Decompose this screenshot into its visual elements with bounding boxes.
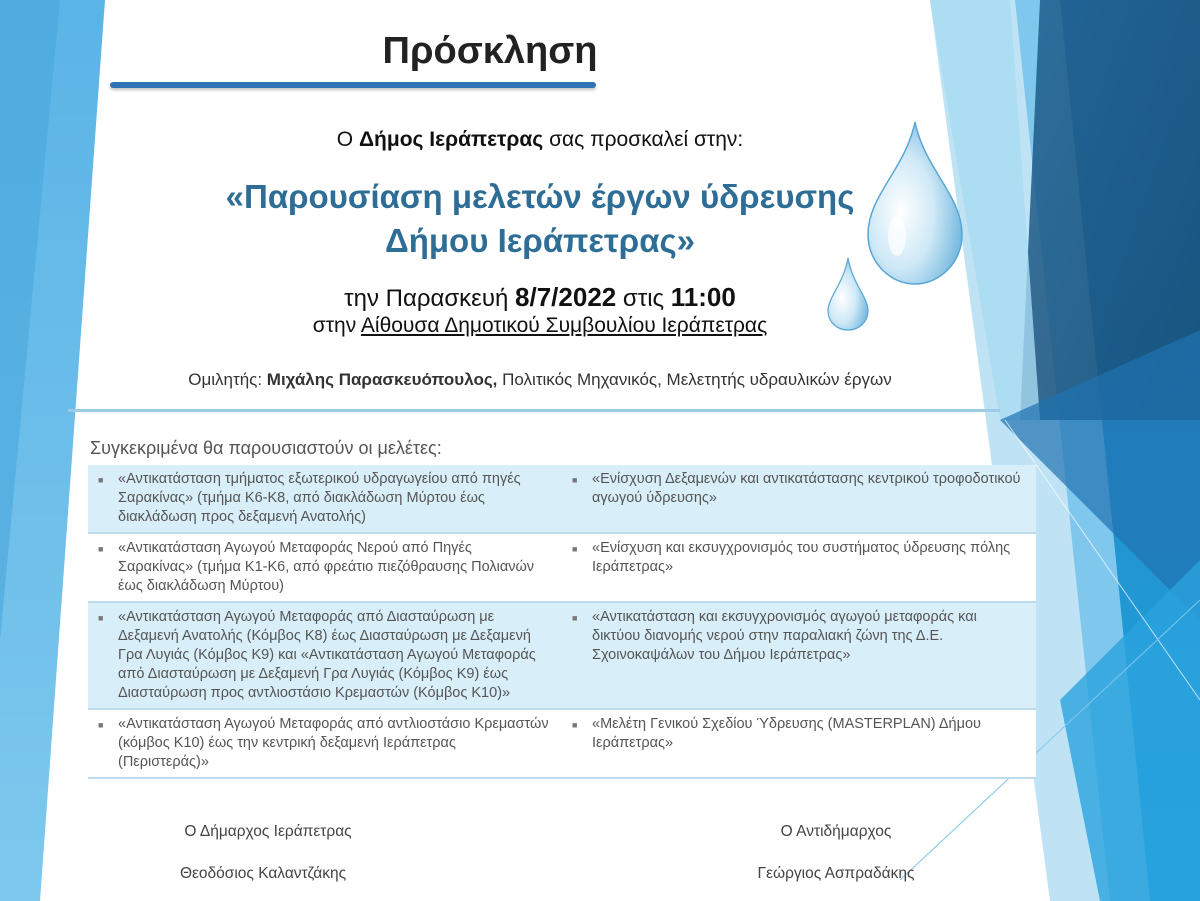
- studies-heading: Συγκεκριμένα θα παρουσιαστούν οι μελέτες:: [90, 438, 442, 458]
- intro-suffix: σας προσκαλεί στην:: [543, 128, 744, 151]
- event-venue: Αίθουσα Δημοτικού Συμβουλίου Ιεράπετρας: [360, 314, 768, 337]
- speaker-label: Ομιλητής:: [188, 370, 267, 389]
- organizer-name: Δήμος Ιεράπετρας: [358, 128, 544, 151]
- studies-table: [88, 465, 1036, 779]
- event-date: 8/7/2022: [515, 282, 617, 312]
- event-date-line: [200, 282, 880, 313]
- bullet-icon: ■: [98, 475, 104, 485]
- event-time: 11:00: [670, 282, 736, 312]
- study-item: ■ «Αντικατάσταση Αγωγού Μεταφοράς από Διασταύρωση με Δεξαμενή Ανατολής (Κόμβος Κ8) έως Διασταύρωση με Δεξαμενή Γρα Λυγιάς (Κόμβος Κ9) και «Αντικατάσταση Αγωγού Μεταφοράς από Διασταύρωση με Δεξαμενή Γρα Λυγιάς (Κόμβος Κ9) έως Διασταύρωση προς αντλιοστάσιο Κρεμαστών (Κόμβος Κ10)»: [98, 609, 536, 701]
- event-title-line1: «Παρουσίαση μελετών έργων ύδρευσης: [225, 178, 855, 215]
- bullet-icon: ■: [98, 613, 104, 623]
- speaker-line: [80, 370, 1000, 390]
- intro-prefix: Ο: [336, 128, 359, 151]
- table-row: [88, 602, 1036, 709]
- deputy-mayor-name: Γεώργιος Ασπραδάκης: [757, 865, 915, 882]
- time-prefix: στις: [616, 285, 671, 312]
- invitation-intro: [200, 128, 880, 152]
- study-item: ■ «Αντικατάσταση τμήματος εξωτερικού υδραγωγείου από πηγές Σαρακίνας» (τμήμα Κ6-Κ8, από διακλάδωση Μύρτου έως διακλάδωση προς δεξαμενή Ανατολής): [98, 471, 521, 525]
- venue-prefix: στην: [312, 314, 361, 337]
- study-item: ■ «Ενίσχυση Δεξαμενών και αντικατάστασης κεντρικού τροφοδοτικού αγωγού ύδρευσης»: [572, 471, 1021, 506]
- study-item: ■ «Ενίσχυση και εκσυγχρονισμός του συστήματος ύδρευσης πόλης Ιεράπετρας»: [572, 540, 1011, 575]
- section-divider: [68, 409, 1000, 412]
- event-title: [160, 175, 920, 263]
- table-row: [88, 533, 1036, 602]
- date-prefix: την Παρασκευή: [344, 285, 516, 312]
- title-underline: [110, 82, 596, 88]
- deputy-mayor-role: Ο Αντιδήμαρχος: [780, 823, 892, 840]
- study-item: ■ «Αντικατάσταση Αγωγού Μεταφοράς Νερού από Πηγές Σαρακίνας» (τμήμα Κ1-Κ6, από φρεάτιο πιεζόθραυσης Πολιανών έως διακλάδωση Μύρτου): [98, 540, 535, 594]
- study-item: ■ «Αντικατάσταση και εκσυγχρονισμός αγωγού μεταφοράς και δικτύου διανομής νερού στην παραλιακή ζώνη της Δ.Ε. Σχοινοκαψάλων του Δήμου Ιεράπετρας»: [572, 609, 977, 663]
- bullet-icon: ■: [572, 475, 578, 485]
- bullet-icon: ■: [98, 544, 104, 554]
- page-title: Πρόσκληση: [382, 30, 598, 72]
- speaker-description: Πολιτικός Μηχανικός, Μελετητής υδραυλικών έργων: [497, 370, 892, 389]
- mayor-role: Ο Δήμαρχος Ιεράπετρας: [184, 823, 352, 840]
- table-row: [88, 465, 1036, 533]
- bullet-icon: ■: [572, 720, 578, 730]
- bullet-icon: ■: [572, 544, 578, 554]
- event-venue-line: [200, 314, 880, 338]
- study-item: ■ «Αντικατάσταση Αγωγού Μεταφοράς από αντλιοστάσιο Κρεμαστών (κόμβος Κ10) έως την κεντρική δεξαμενή Ιεράπετρας (Περιστεράς)»: [98, 716, 549, 770]
- bullet-icon: ■: [572, 613, 578, 623]
- event-title-line2: Δήμου Ιεράπετρας»: [384, 222, 695, 259]
- mayor-name: Θεοδόσιος Καλαντζάκης: [179, 865, 347, 882]
- speaker-name: Μιχάλης Παρασκευόπουλος,: [266, 370, 498, 389]
- bullet-icon: ■: [98, 720, 104, 730]
- table-row: [88, 709, 1036, 778]
- study-item: ■ «Μελέτη Γενικού Σχεδίου Ύδρευσης (MASTERPLAN) Δήμου Ιεράπετρας»: [572, 716, 981, 751]
